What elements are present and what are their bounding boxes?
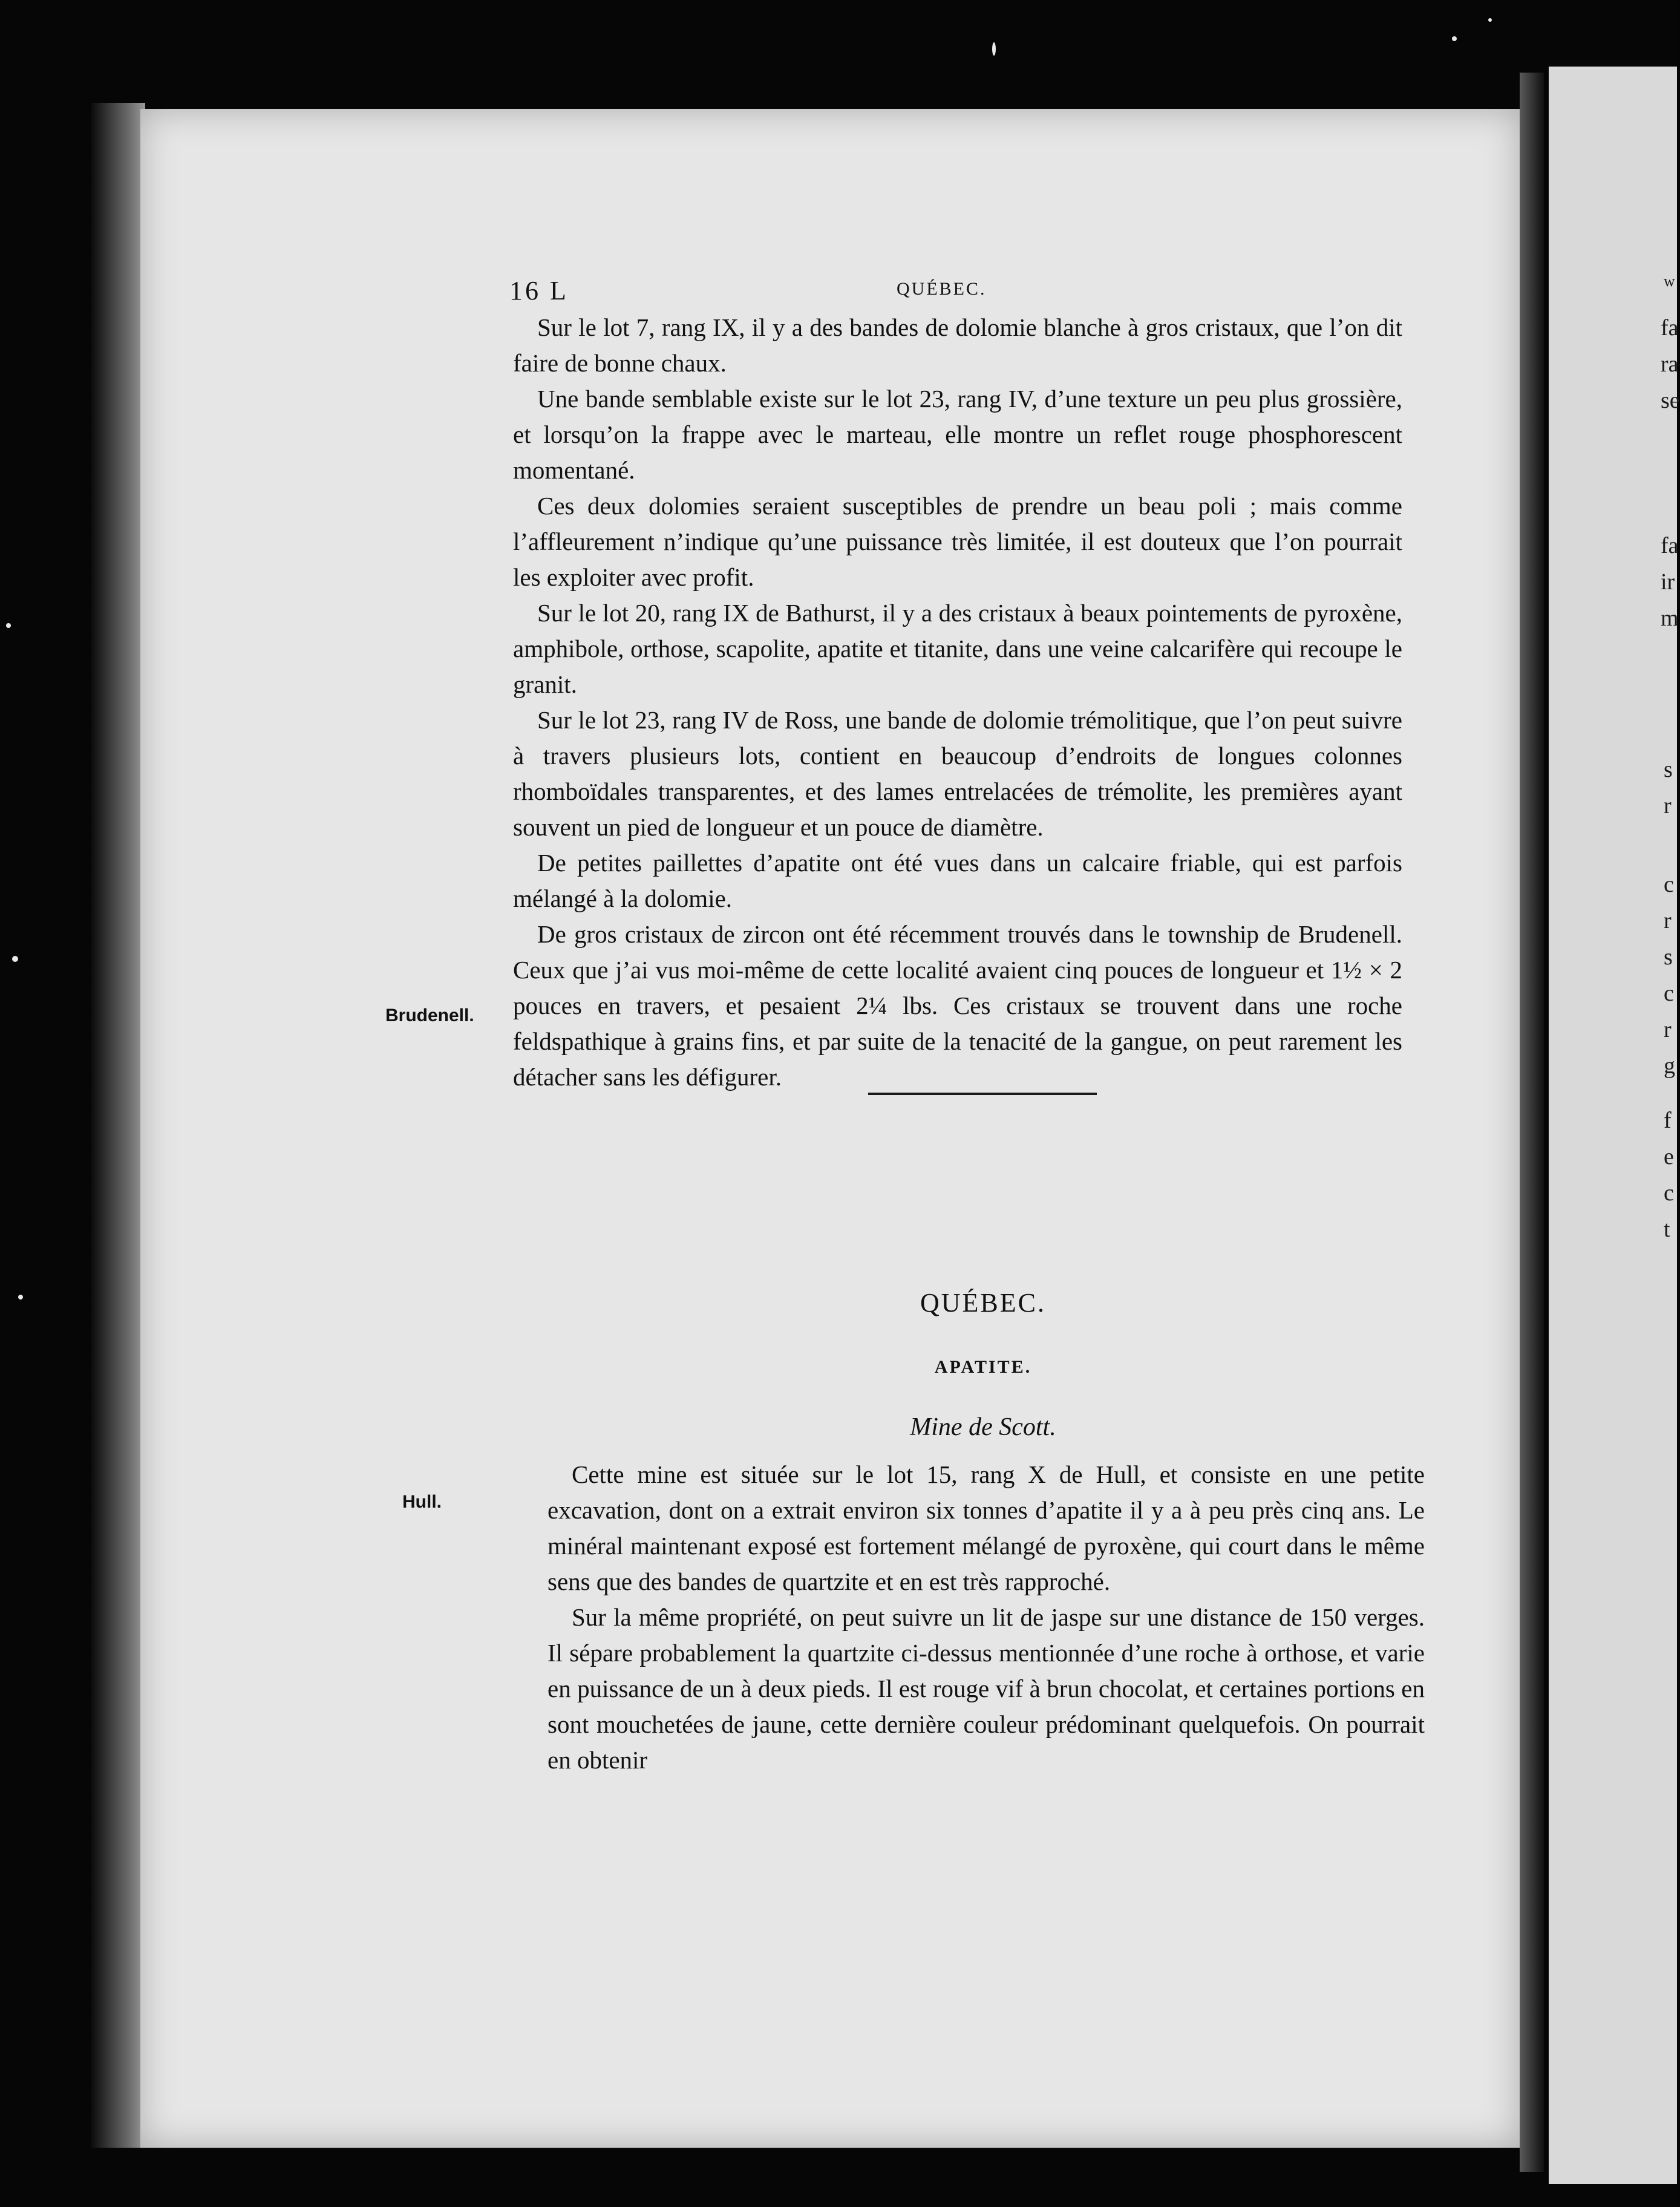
fragment-text: s bbox=[1664, 944, 1673, 970]
margin-note-hull: Hull. bbox=[402, 1492, 442, 1512]
fragment-text: r bbox=[1664, 1017, 1672, 1042]
paragraph: Cette mine est située sur le lot 15, rang X de Hull, et consiste en une petite excavation, dont on a extrait environ six tonnes d’apatite il y a à peu près cinq ans. Le minéral maintenant exposé est fortement mélangé de pyroxène, qui court dans le même sens que des bandes de quartzite et en est très rapproché. bbox=[547, 1460, 1425, 1595]
section-divider bbox=[868, 1093, 1097, 1095]
fragment-text: fa bbox=[1661, 315, 1679, 341]
page-header bbox=[509, 275, 1405, 306]
fragment-text: fa bbox=[1661, 533, 1679, 558]
paragraph: De gros cristaux de zircon ont été récemment trouvés dans le township de Brudenell. Ceux que j’ai vus moi-même de cette localité avaient cinq pouces de longueur et 1½ × 2 pouces en travers, et pesaient 2¼ lbs. Ces cristaux se trouvent dans une roche feldspathique à grains fins, et par suite de la tenacité de la gangue, on peut rarement les détacher sans les défigurer. bbox=[513, 920, 1402, 1091]
fragment-text: t bbox=[1664, 1217, 1670, 1242]
scan-speck bbox=[1488, 18, 1492, 22]
fragment-text: c bbox=[1664, 1180, 1674, 1206]
page-edge-shadow bbox=[1520, 73, 1544, 2172]
running-head: QUÉBEC. bbox=[897, 279, 987, 299]
fragment-text: ir bbox=[1661, 569, 1675, 595]
scan-speck bbox=[1452, 36, 1457, 41]
margin-note-brudenell: Brudenell. bbox=[385, 1005, 474, 1025]
subsection-title: APATITE. bbox=[934, 1357, 1032, 1377]
fragment-text: s bbox=[1664, 757, 1673, 782]
paragraph: Sur le lot 23, rang IV de Ross, une bande de dolomie trémolitique, que l’on peut suivre à travers plusieurs lots, contient en beaucoup d’endroits de longues colonnes rhomboïdales transparentes, et des lames entrelacées de trémolite, les premières ayant souvent un pied de longueur et un pouce de diamètre. bbox=[513, 706, 1402, 841]
body-text-bottom bbox=[547, 1457, 1425, 1778]
fragment-text: c bbox=[1664, 981, 1674, 1006]
fragment-text: c bbox=[1664, 872, 1674, 897]
paragraph: De petites paillettes d’apatite ont été vues dans un calcaire friable, qui est parfois mélangé à la dolomie. bbox=[513, 849, 1402, 912]
paragraph: Ces deux dolomies seraient susceptibles de prendre un beau poli ; mais comme l’affleurement n’indique qu’une puissance très limitée, il est douteux que l’on pourrait les exploiter avec profit. bbox=[513, 492, 1402, 591]
fragment-text: m bbox=[1661, 606, 1679, 631]
page-number: 16 L bbox=[509, 276, 569, 306]
fragment-text: e bbox=[1664, 1144, 1674, 1169]
scan-speck bbox=[12, 956, 18, 962]
fragment-text: w bbox=[1664, 272, 1675, 290]
fragment-text: r bbox=[1664, 793, 1672, 819]
fragment-text: f bbox=[1664, 1108, 1672, 1133]
adjacent-page-fragment bbox=[1549, 67, 1680, 2184]
fragment-text: r bbox=[1664, 908, 1672, 933]
mine-title: Mine de Scott. bbox=[910, 1413, 1056, 1441]
paragraph: Sur le lot 20, rang IX de Bathurst, il y a des cristaux à beaux pointements de pyroxène, amphibole, orthose, scapolite, apatite et titanite, dans une veine calcarifère qui recoupe le granit. bbox=[513, 599, 1402, 698]
scan-speck bbox=[992, 42, 996, 56]
scan-speck bbox=[18, 1295, 23, 1300]
paragraph: Sur le lot 7, rang IX, il y a des bandes de dolomie blanche à gros cristaux, que l’on dit faire de bonne chaux. bbox=[513, 313, 1402, 377]
scan-speck bbox=[6, 623, 11, 628]
fragment-text: ra bbox=[1661, 351, 1679, 377]
fragment-text: g bbox=[1664, 1053, 1675, 1079]
body-text-top bbox=[513, 310, 1402, 1095]
book-spine-shadow bbox=[91, 103, 145, 2148]
paragraph: Sur la même propriété, on peut suivre un lit de jaspe sur une distance de 150 verges. Il sépare probablement la quartzite ci-dessus mentionnée d’une roche à orthose, et varie en puissance de un à deux pieds. Il est rouge vif à brun chocolat, et certaines portions en sont mouchetées de jaune, cette dernière couleur prédominant quelquefois. On pourrait en obtenir bbox=[547, 1603, 1425, 1774]
fragment-text: se bbox=[1661, 388, 1680, 413]
section-title: QUÉBEC. bbox=[920, 1288, 1046, 1318]
paragraph: Une bande semblable existe sur le lot 23, rang IV, d’une texture un peu plus grossière, et lorsqu’on la frappe avec le marteau, elle montre un reflet rouge phosphorescent momentané. bbox=[513, 385, 1402, 484]
